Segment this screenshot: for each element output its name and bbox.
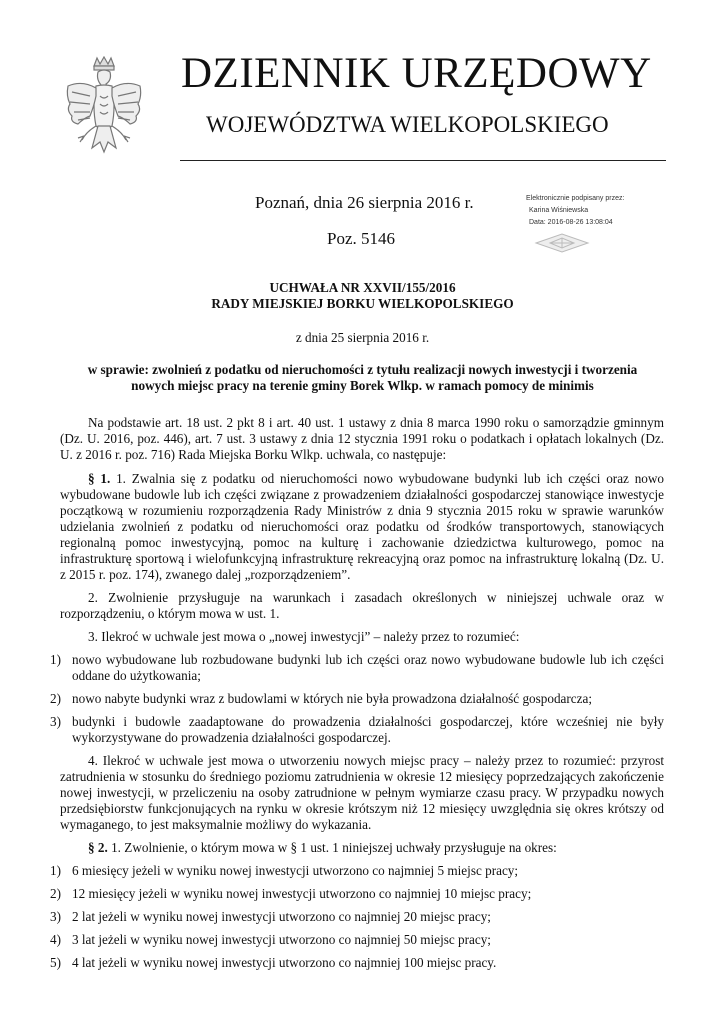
signature-date: Data: 2016-08-26 13:08:04 — [529, 219, 613, 226]
resolution-subject-line1: w sprawie: zwolnień z podatku od nieruchomości z tytułu realizacji nowych inwestycji i tworzenia — [87, 362, 638, 377]
resolution-number: UCHWAŁA NR XXVII/155/2016 — [269, 280, 456, 295]
list-item-text: 6 miesięcy jeżeli w wyniku nowej inwestycji utworzono co najmniej 5 miejsc pracy; — [72, 863, 519, 878]
resolution-title — [40, 280, 685, 312]
publication-place-date: Poznań, dnia 26 sierpnia 2016 r. — [255, 193, 474, 212]
signature-stamp-icon — [532, 232, 592, 254]
list-item-number: 1) — [50, 652, 61, 667]
list-item-number: 3) — [50, 909, 61, 924]
list-item — [50, 932, 664, 948]
eagle-emblem-icon — [62, 56, 146, 166]
list-item-number: 2) — [50, 886, 61, 901]
list-item — [50, 652, 664, 684]
list-item — [50, 863, 664, 879]
list-item-number: 1) — [50, 863, 61, 878]
section-2-paragraph-1 — [60, 840, 664, 856]
section-1-paragraph-1 — [60, 471, 664, 583]
journal-title: DZIENNIK URZĘDOWY — [181, 50, 652, 97]
list-item-number: 3) — [50, 714, 61, 729]
resolution-council: RADY MIEJSKIEJ BORKU WIELKOPOLSKIEGO — [211, 296, 514, 311]
list-item-number: 2) — [50, 691, 61, 706]
list-item-text: nowo nabyte budynki wraz z budowlami w których nie była prowadzona działalność gospodarcza; — [72, 691, 593, 706]
list-item — [50, 909, 664, 925]
resolution-subject — [40, 362, 685, 394]
list-item-text: nowo wybudowane lub rozbudowane budynki lub ich części oraz nowo wybudowane budowle lub ich części oddane do użytkowania; — [72, 652, 664, 683]
section-1-mark: § 1. — [88, 471, 111, 486]
section-1-paragraph-3: 3. Ilekroć w uchwale jest mowa o „nowej inwestycji” – należy przez to rozumieć: — [88, 629, 520, 644]
list-item — [50, 955, 664, 971]
list-item — [50, 714, 664, 746]
list-item — [50, 886, 664, 902]
signature-label: Elektronicznie podpisany przez: — [526, 195, 625, 202]
section-1-paragraph-4: 4. Ilekroć w uchwale jest mowa o utworzeniu nowych miejsc pracy – należy przez to rozumieć: przyrost zatrudnienia w stosunku do średniego poziomu zatrudnienia w okresie 12 miesięcy poprzedzających zakończenie nowej inwestycji, w przeliczeniu na osoby zatrudnione w pełnym wymiarze czasu pracy. W przypadku nowych przedsiębiorstw funkcjonujących na rynku w okresie krótszym niż 12 miesięcy uwzględnia się okres krótszy od wymaganego, to jest maksymalnie możliwy do wykazania. — [60, 753, 664, 832]
resolution-subject-line2: nowych miejsc pracy na terenie gminy Borek Wlkp. w ramach pomocy de minimis — [131, 378, 594, 393]
list-item-text: 2 lat jeżeli w wyniku nowej inwestycji utworzono co najmniej 20 miejsc pracy; — [72, 909, 491, 924]
list-item-text: 3 lat jeżeli w wyniku nowej inwestycji utworzono co najmniej 50 miejsc pracy; — [72, 932, 491, 947]
section-2-mark: § 2. — [88, 840, 108, 855]
preamble: Na podstawie art. 18 ust. 2 pkt 8 i art. 40 ust. 1 ustawy z dnia 8 marca 1990 roku o samorządzie gminnym (Dz. U. 2016, poz. 446), art. 7 ust. 3 ustawy z dnia 12 stycznia 1991 roku o podatkach i opłatach lokalnych (Dz. U. z 2016 r. poz. 716) Rada Miejska Borku Wlkp. uchwala, co następuje: — [60, 415, 664, 462]
section-1-paragraph-1-text: 1. Zwalnia się z podatku od nieruchomości nowo wybudowane budynki lub ich części oraz nowo wybudowane budowle lub ich części związane z prowadzeniem działalności gospodarczej stanowiące inwestycje początkową w rozumieniu rozporządzenia Rady Ministrów z dnia 9 stycznia 2015 roku w sprawie warunków udzielania zwolnień z podatku od nieruchomości oraz podatku od środków transportowych, stanowiących regionalną pomoc inwestycyjną, pomoc na kulturę i zachowanie dziedzictwa kulturowego, pomoc na infrastrukturę sportową i wielofunkcyjną infrastrukturę rekreacyjną oraz pomoc na infrastrukturę lokalną (Dz. U. z 2015 r. poz. 174), zwanego dalej „rozporządzeniem”. — [60, 471, 664, 582]
section-1-paragraph-2: 2. Zwolnienie przysługuje na warunkach i zasadach określonych w niniejszej uchwale oraz w rozporządzeniu, o którym mowa w ust. 1. — [60, 590, 664, 621]
header-divider — [180, 160, 666, 161]
journal-subtitle: WOJEWÓDZTWA WIELKOPOLSKIEGO — [206, 112, 609, 137]
section-2-paragraph-1-text: 1. Zwolnienie, o którym mowa w § 1 ust. 1 niniejszej uchwały przysługuje na okres: — [107, 840, 557, 855]
position-number: Poz. 5146 — [327, 229, 395, 248]
signature-name: Karina Wiśniewska — [529, 207, 589, 214]
electronic-signature-block — [526, 193, 636, 229]
list-item-number: 4) — [50, 932, 61, 947]
list-item — [50, 691, 664, 707]
document-body — [50, 415, 664, 978]
list-item-text: budynki i budowle zaadaptowane do prowadzenia działalności gospodarczej, które wcześniej nie były wykorzystywane do prowadzenia działalności gospodarczej. — [72, 714, 664, 745]
list-item-number: 5) — [50, 955, 61, 970]
list-item-text: 4 lat jeżeli w wyniku nowej inwestycji utworzono co najmniej 100 miejsc pracy. — [72, 955, 497, 970]
resolution-date: z dnia 25 sierpnia 2016 r. — [295, 330, 430, 345]
list-item-text: 12 miesięcy jeżeli w wyniku nowej inwestycji utworzono co najmniej 10 miejsc pracy; — [72, 886, 532, 901]
